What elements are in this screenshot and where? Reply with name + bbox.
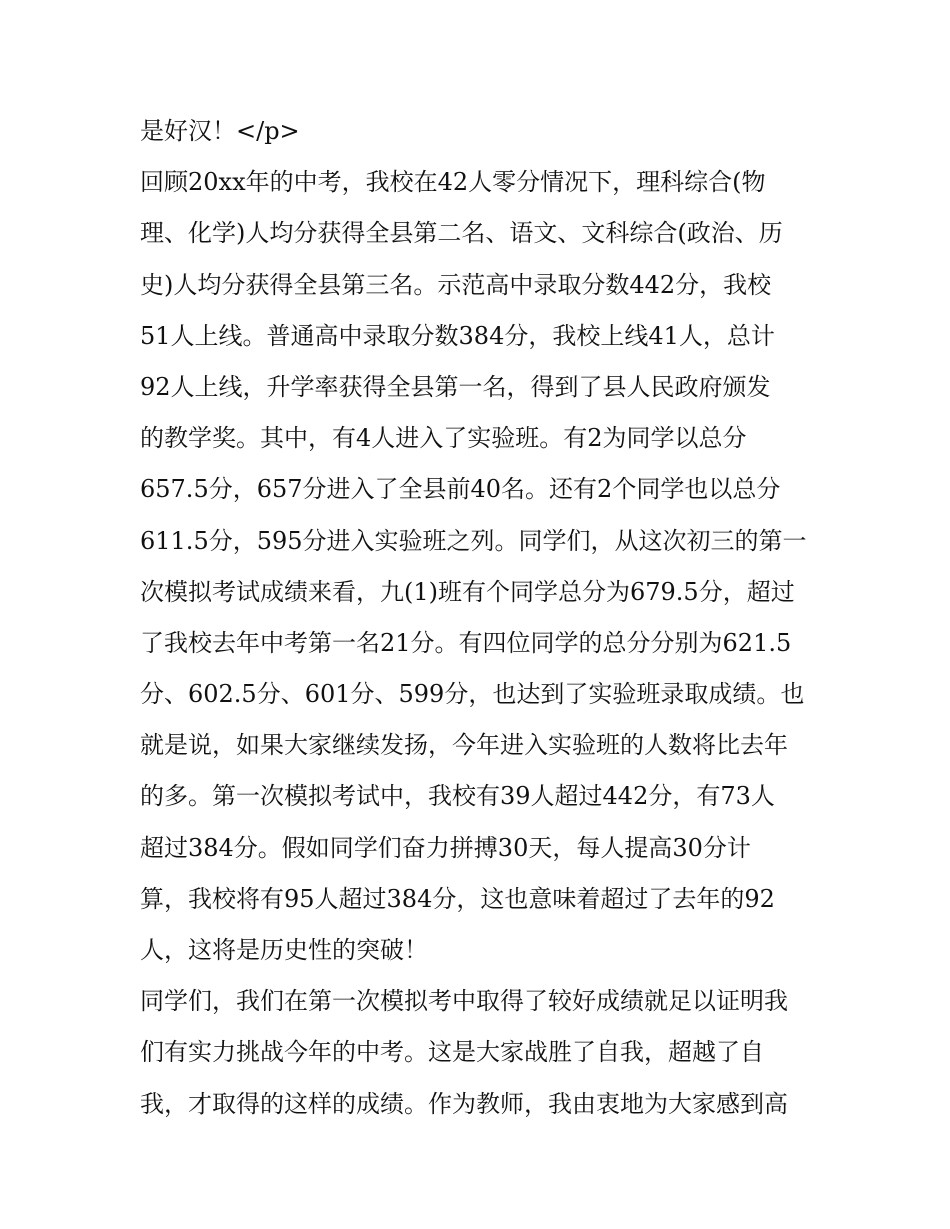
text-line: 92人上线，升学率获得全县第一名，得到了县人民政府颁发 [140,372,771,401]
text-line: 超过384分。假如同学们奋力拼搏30天，每人提高30分计 [140,833,751,862]
text-line: 回顾20xx年的中考，我校在42人零分情况下，理科综合(物 [140,168,766,197]
text-line: 我，才取得的这样的成绩。作为教师，我由衷地为大家感到高 [140,1089,788,1118]
text-line: 了我校去年中考第一名21分。有四位同学的总分分别为621.5 [140,628,792,657]
text-line: 就是说，如果大家继续发扬，今年进入实验班的人数将比去年 [140,731,788,760]
text-line: 是好汉！</p> [140,117,300,145]
text-line: 们有实力挑战今年的中考。这是大家战胜了自我，超越了自 [140,1038,764,1067]
text-line: 51人上线。普通高中录取分数384分，我校上线41人，总计 [140,321,775,350]
text-line: 611.5分，595分进入实验班之列。同学们，从这次初三的第一 [140,526,807,555]
speech-text [140,106,820,1130]
text-line: 分、602.5分、601分、599分，也达到了实验班录取成绩。也 [140,680,805,709]
text-line: 理、化学)人均分获得全县第二名、语文、文科综合(政治、历 [140,219,783,248]
text-line: 同学们，我们在第一次模拟考中取得了较好成绩就足以证明我 [140,987,788,1016]
text-line: 人，这将是历史性的突破！ [140,936,428,964]
text-line: 657.5分，657分进入了全县前40名。还有2个同学也以总分 [140,475,781,504]
text-line: 的教学奖。其中，有4人进入了实验班。有2为同学以总分 [140,424,747,453]
text-line: 次模拟考试成绩来看，九(1)班有个同学总分为679.5分，超过 [140,577,795,606]
text-line: 史)人均分获得全县第三名。示范高中录取分数442分，我校 [140,270,772,299]
text-line: 算，我校将有95人超过384分，这也意味着超过了去年的92 [140,884,775,913]
text-line: 的多。第一次模拟考试中，我校有39人超过442分，有73人 [140,782,775,811]
